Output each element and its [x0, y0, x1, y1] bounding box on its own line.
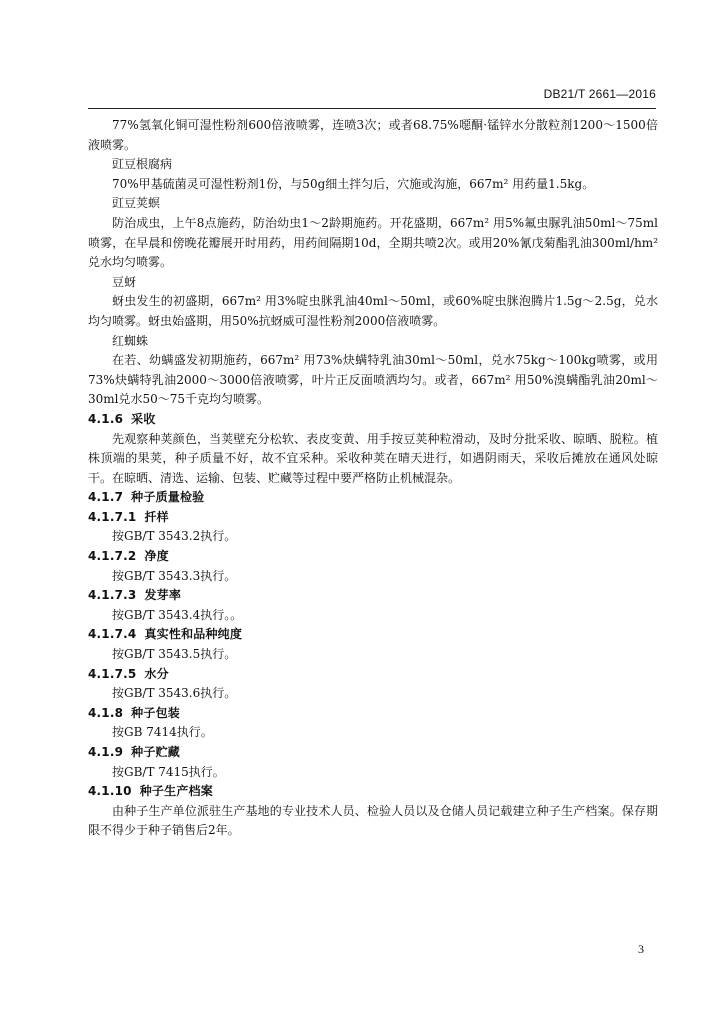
- section-number: 4.1.9: [88, 745, 124, 759]
- section-title: 真实性和品种纯度: [144, 627, 243, 642]
- header-divider: [88, 108, 656, 109]
- section-number: 4.1.7.4: [88, 627, 137, 642]
- section-heading: [88, 782, 658, 802]
- section-heading: [88, 665, 658, 685]
- section-heading: [88, 586, 658, 606]
- body-paragraph: 70%甲基硫菌灵可湿性粉剂1份，与50g细土拌匀后，穴施或沟施，667m² 用药量1.5kg。: [112, 176, 595, 191]
- section-title: 采收: [131, 411, 156, 426]
- subsection-label: 豇豆根腐病: [112, 157, 173, 172]
- section-number: 4.1.10: [88, 784, 132, 799]
- body-paragraph: 按GB/T 3543.2执行。: [112, 529, 237, 544]
- section-title: 扦样: [144, 509, 169, 524]
- body-paragraph: 由种子生产单位派驻生产基地的专业技术人员、检验人员以及仓储人员记载建立种子生产档案。保存期限不得少于种子销售后2年。: [88, 803, 658, 838]
- body-paragraph: 按GB 7414执行。: [112, 725, 213, 740]
- section-number: 4.1.7.2: [88, 549, 137, 564]
- page-number: 3: [638, 942, 644, 956]
- section-heading: [88, 410, 658, 430]
- subsection-label: 豆蚜: [112, 274, 137, 289]
- document-body: [88, 116, 658, 841]
- body-paragraph: 防治成虫，上午8点施药，防治幼虫1～2龄期施药。开花盛期，667m² 用5%氟虫脲乳油50ml～75ml喷雾，在早晨和傍晚花瓣展开时用药，用药间隔期10d，全期共喷2次。或用20%氰戊菊酯乳油300ml/hm² 兑水均匀喷雾。: [88, 215, 658, 270]
- section-heading: [88, 508, 658, 528]
- document-code-header: DB21/T 2661—2016: [543, 87, 656, 101]
- section-heading: [88, 625, 658, 645]
- section-heading: [88, 743, 658, 763]
- section-heading: [88, 547, 658, 567]
- body-paragraph: 按GB/T 7415执行。: [112, 764, 225, 779]
- section-title: 净度: [144, 549, 169, 564]
- section-number: 4.1.7.1: [88, 509, 137, 524]
- subsection-label: 豇豆荚螟: [112, 196, 161, 211]
- section-number: 4.1.7.3: [88, 588, 137, 603]
- body-paragraph: 77%氢氧化铜可湿性粉剂600倍液喷雾，连喷3次；或者68.75%噁酮·锰锌水分散粒剂1200～1500倍液喷雾。: [88, 118, 658, 152]
- section-title: 种子生产档案: [139, 784, 213, 799]
- body-paragraph: 按GB/T 3543.3执行。: [112, 568, 237, 583]
- section-title: 发芽率: [144, 588, 182, 603]
- section-heading: [88, 488, 658, 508]
- body-paragraph: 按GB/T 3543.4执行。。: [112, 607, 243, 622]
- section-title: 种子贮藏: [131, 745, 180, 759]
- section-number: 4.1.7.5: [88, 666, 137, 681]
- body-paragraph: 在若、幼螨盛发初期施药，667m² 用73%炔螨特乳油30ml～50ml，兑水75kg～100kg喷雾，或用73%炔螨特乳油2000～3000倍液喷雾，叶片正反面喷洒均匀。或者，667m² 用50%溴螨酯乳油20ml～30ml兑水50～75千克均匀喷雾。: [88, 353, 658, 407]
- section-title: 种子包装: [131, 705, 180, 720]
- section-title: 水分: [144, 666, 169, 681]
- section-number: 4.1.6: [88, 411, 124, 426]
- section-number: 4.1.8: [88, 705, 124, 720]
- body-paragraph: 蚜虫发生的初盛期，667m² 用3%啶虫脒乳油40ml～50ml，或60%啶虫脒泡腾片1.5g～2.5g，兑水均匀喷雾。蚜虫始盛期，用50%抗蚜威可湿性粉剂2000倍液喷雾。: [88, 294, 658, 328]
- body-paragraph: 先观察种荚颜色，当荚壁充分松软、表皮变黄、用手按豆荚种粒滑动，及时分批采收、晾晒、脱粒。植株顶端的果荚，种子质量不好，故不宜采种。采收种荚在晴天进行，如遇阴雨天，采收后摊放在通风处晾干。在晾晒、清选、运输、包装、贮藏等过程中要严格防止机械混杂。: [88, 431, 658, 485]
- section-heading: [88, 704, 658, 724]
- body-paragraph: 按GB/T 3543.5执行。: [112, 647, 237, 662]
- subsection-label: 红蜘蛛: [112, 333, 149, 348]
- section-title: 种子质量检验: [131, 490, 205, 505]
- body-paragraph: 按GB/T 3543.6执行。: [112, 686, 237, 701]
- section-number: 4.1.7: [88, 490, 124, 505]
